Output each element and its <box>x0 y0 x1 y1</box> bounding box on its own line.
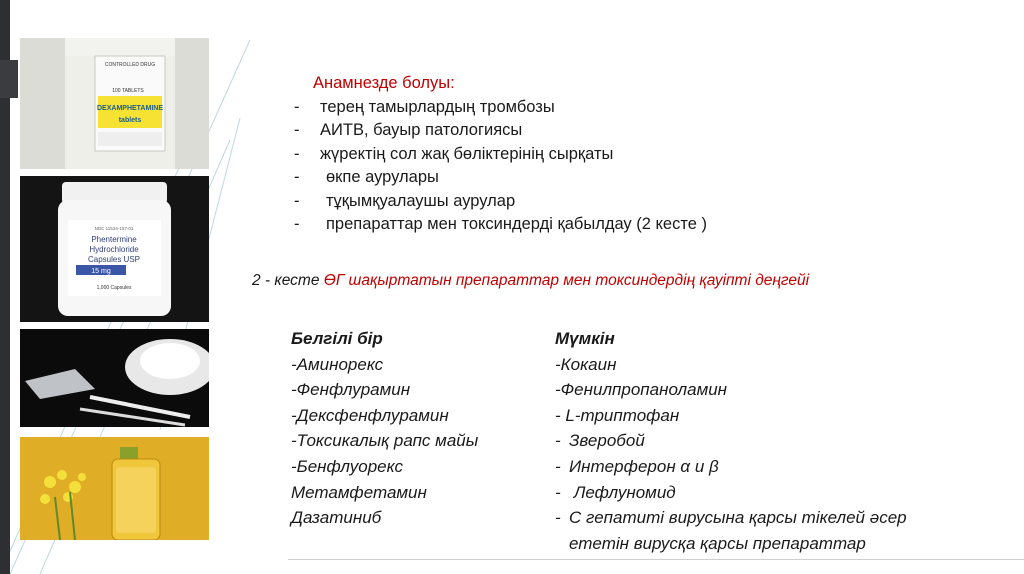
phen-line2: Hydrochloride <box>89 245 139 254</box>
table-caption <box>252 272 809 290</box>
phen-line3: Capsules USP <box>87 255 141 264</box>
white-powder-photo <box>20 329 209 427</box>
list-item: - АИТВ, бауыр патологиясы <box>294 121 523 139</box>
list-item: - С гепатиті вирусына қарсы тікелей әсер ететін вирусқа қарсы препараттар <box>555 508 907 553</box>
anamnesis-block <box>294 72 707 237</box>
table-number: 2 - кесте <box>252 272 320 289</box>
list-item: -Бенфлуорекс <box>291 456 403 476</box>
rapeseed-oil-photo <box>20 437 209 540</box>
list-item: - жүректің сол жақ бөліктерінің сырқаты <box>294 144 614 163</box>
dex-label-count: 100 TABLETS <box>112 88 144 94</box>
phen-ndc: NDC 11534-157-01 <box>94 226 134 231</box>
phen-count: 1,000 Capsules <box>96 285 132 291</box>
phentermine-bottle-photo <box>20 176 209 322</box>
list-item: Метамфетамин <box>291 482 427 502</box>
list-item: - өкпе аурулары <box>294 168 439 186</box>
list-item: - Интерферон α и β <box>555 456 719 476</box>
list-item: - терең тамырлардың тромбозы <box>294 97 555 116</box>
dex-label-sub: tablets <box>118 117 142 124</box>
anamnesis-heading: Анамнезде болуы: <box>313 74 455 92</box>
list-item: -Токсикалық рапс майы <box>291 431 479 451</box>
dex-label-line1: CONTROLLED DRUG <box>104 62 156 68</box>
list-item: -Аминорекс <box>291 354 384 374</box>
list-item: -Фенилпропаноламин <box>555 380 728 400</box>
possible-header: Мүмкін <box>555 329 615 348</box>
list-item: Дазатиниб <box>291 508 382 528</box>
left-accent-tab <box>0 60 18 98</box>
list-item: - Зверобой <box>555 431 645 451</box>
list-item: - препараттар мен токсиндерді қабылдау (2 кесте ) <box>294 215 707 233</box>
dexamphetamine-bottle-photo <box>20 38 209 169</box>
divider <box>288 559 1024 560</box>
known-risk-column <box>291 326 478 531</box>
table-title: ӨГ шақыртатын препараттар мен токсиндердің қауіпті деңгейі <box>323 272 810 289</box>
list-item: -Дексфенфлурамин <box>291 405 449 425</box>
possible-risk-column <box>555 326 975 556</box>
phen-dose: 15 mg <box>91 268 111 275</box>
dex-label-brand: DEXAMPHETAMINE <box>97 105 163 112</box>
list-item: - тұқымқуалаушы аурулар <box>294 191 516 210</box>
phen-line1: Phentermine <box>91 235 137 244</box>
list-item: - L-триптофан <box>555 405 680 425</box>
known-header: Белгілі бір <box>291 329 383 348</box>
list-item: - Лефлуномид <box>555 482 676 502</box>
list-item: -Кокаин <box>555 354 617 374</box>
list-item: -Фенфлурамин <box>291 380 411 400</box>
